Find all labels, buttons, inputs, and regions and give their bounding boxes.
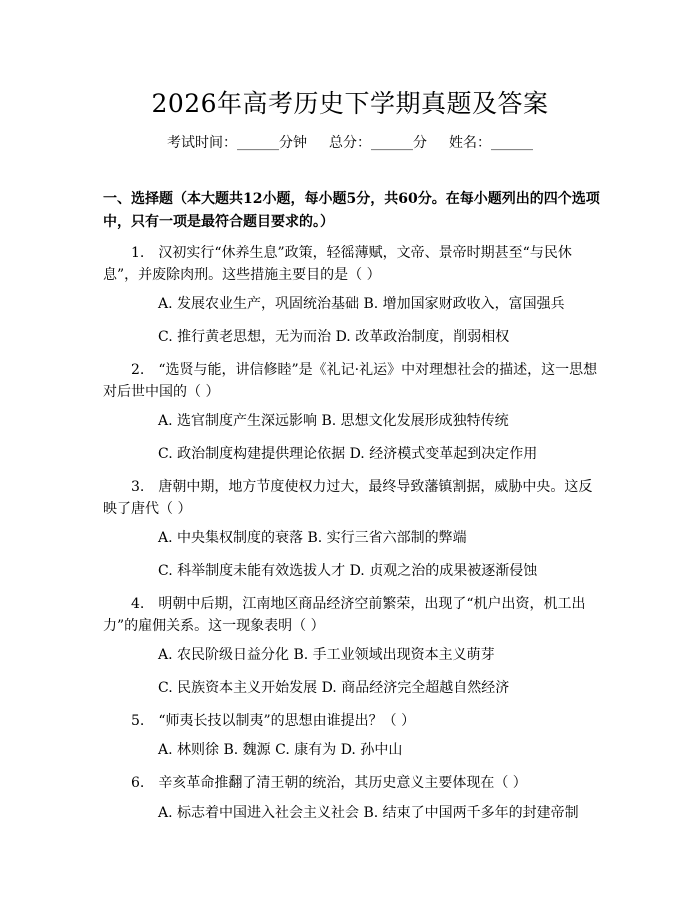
- exam-info-line: [0, 132, 700, 152]
- question-6: 6. 辛亥革命推翻了清王朝的统治，其历史意义主要体现在（ ）: [131, 775, 527, 791]
- page-title: 2026年高考历史下学期真题及答案: [151, 89, 549, 118]
- question-3-options-row-2: [158, 561, 608, 581]
- option-c: C. 科举制度未能有效选拔人才: [158, 563, 346, 579]
- option-d: D. 孙中山: [340, 742, 403, 758]
- option-b: B. 增加国家财政收入，富国强兵: [363, 296, 565, 312]
- question-4-options-row-2: [158, 678, 608, 698]
- question-2: 2. “选贤与能，讲信修睦”是《礼记·礼运》中对理想社会的描述，这一思想对后世中国的（ ）: [103, 362, 598, 400]
- total-score-label: 总分：______分: [329, 135, 427, 151]
- option-a: A. 发展农业生产，巩固统治基础: [158, 296, 360, 312]
- question-3: 3. 唐朝中期，地方节度使权力过大，最终导致藩镇割据，威胁中央。这反映了唐代（ ）: [103, 479, 593, 517]
- question-5: 5. “师夷长技以制夷”的思想由谁提出？（ ）: [131, 713, 416, 729]
- option-a: A. 中央集权制度的衰落: [158, 530, 304, 546]
- option-c: C. 政治制度构建提供理论依据: [158, 446, 346, 462]
- question-3-options-row-1: [158, 528, 608, 548]
- question-4-options-row-1: [158, 645, 608, 665]
- option-c: C. 民族资本主义开始发展: [158, 680, 318, 696]
- option-b: B. 手工业领域出现资本主义萌芽: [293, 647, 495, 663]
- option-b: B. 魏源: [223, 742, 271, 758]
- option-a: A. 标志着中国进入社会主义社会: [158, 805, 360, 821]
- option-d: D. 改革政治制度，削弱相权: [335, 329, 510, 345]
- question-1: 1. 汉初实行“休养生息”政策，轻徭薄赋，文帝、景帝时期甚至“与民休息”，并废除肉刑。这些措施主要目的是（ ）: [103, 245, 572, 283]
- option-d: D. 经济模式变革起到决定作用: [349, 446, 538, 462]
- section-heading: 一、选择题（本大题共12小题，每小题5分，共60分。在每小题列出的四个选项中，只有一项是最符合题目要求的。）: [103, 191, 600, 230]
- option-d: D. 贞观之治的成果被逐渐侵蚀: [349, 563, 538, 579]
- question-1-options-row-2: [158, 327, 608, 347]
- option-a: A. 选官制度产生深远影响: [158, 413, 318, 429]
- option-c: C. 推行黄老思想，无为而治: [158, 329, 332, 345]
- student-name-label: 姓名：______: [449, 135, 533, 151]
- option-c: C. 康有为: [275, 742, 337, 758]
- option-b: B. 结束了中国两千多年的封建帝制: [363, 805, 579, 821]
- question-5-options-row-1: [158, 740, 608, 760]
- exam-time-label: 考试时间：______分钟: [167, 135, 307, 151]
- option-a: A. 农民阶级日益分化: [158, 647, 290, 663]
- option-a: A. 林则徐: [158, 742, 220, 758]
- question-4: 4. 明朝中后期，江南地区商品经济空前繁荣，出现了“机户出资，机工出力”的雇佣关系。这一现象表明（ ）: [103, 596, 586, 634]
- question-1-options-row-1: [158, 294, 608, 314]
- question-6-options-row-1: [158, 803, 608, 823]
- option-d: D. 商品经济完全超越自然经济: [321, 680, 510, 696]
- question-2-options-row-1: [158, 411, 608, 431]
- question-2-options-row-2: [158, 444, 608, 464]
- option-b: B. 思想文化发展形成独特传统: [321, 413, 509, 429]
- option-b: B. 实行三省六部制的弊端: [307, 530, 467, 546]
